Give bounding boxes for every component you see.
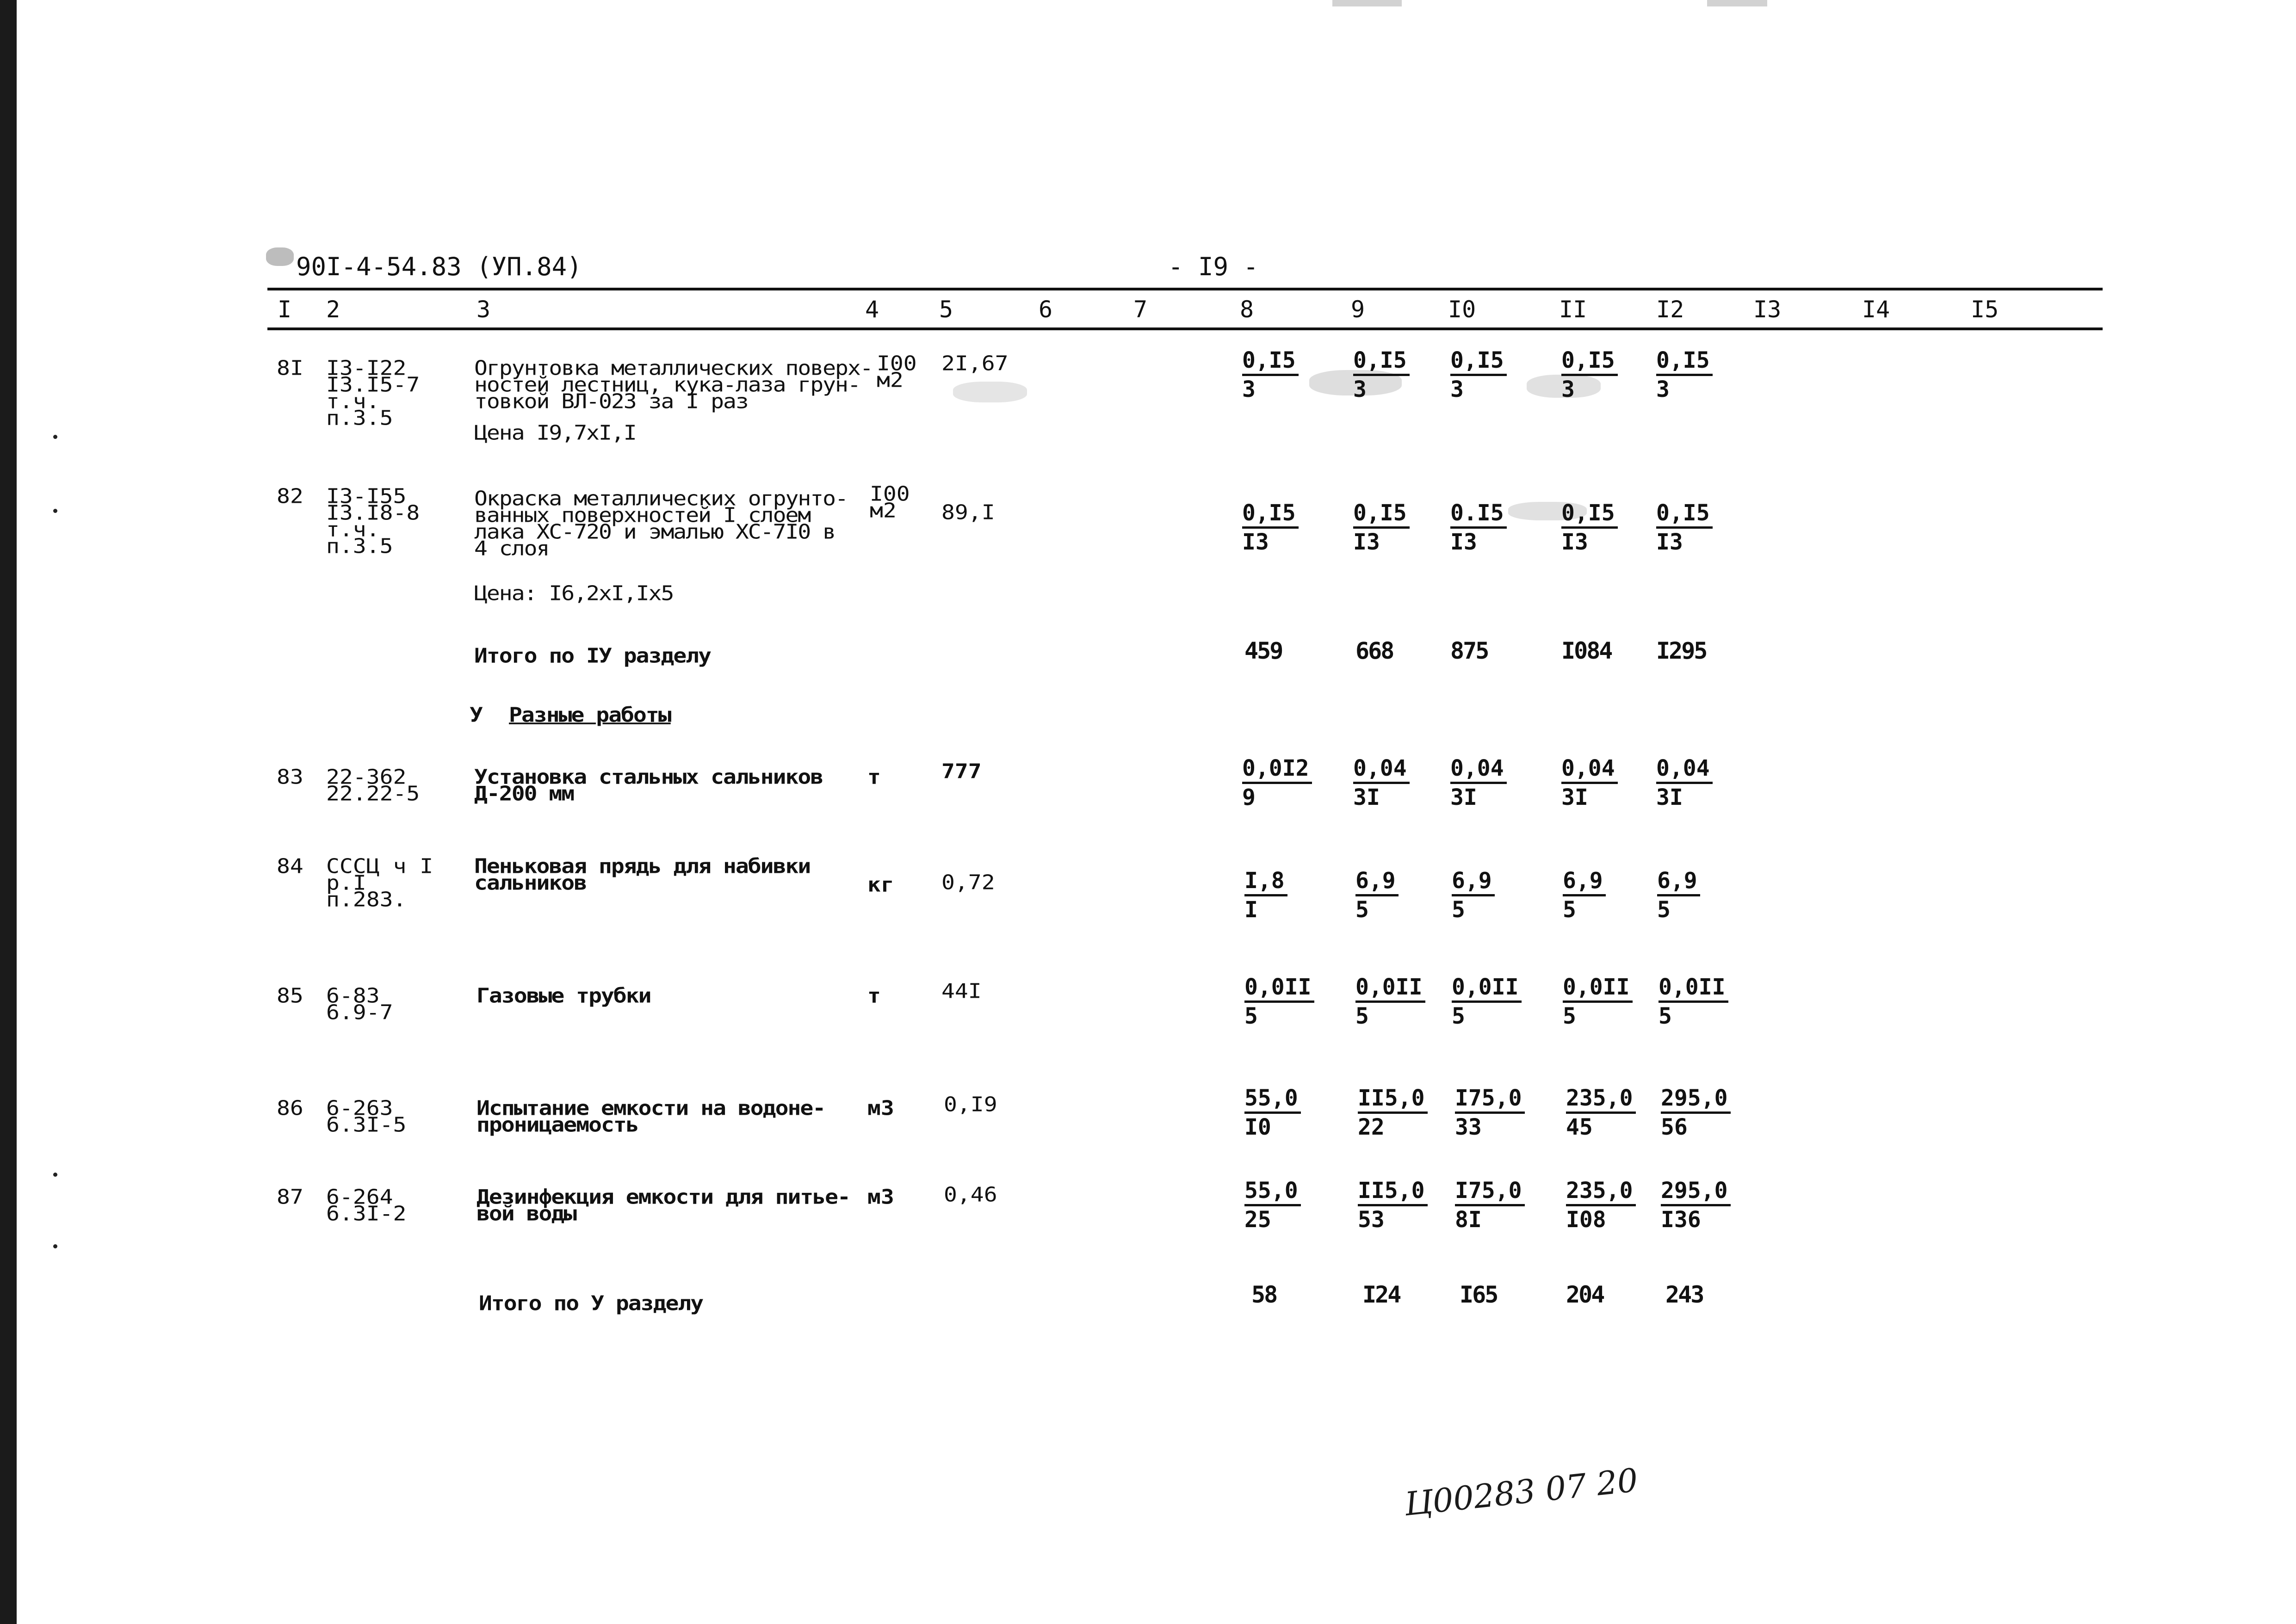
norm-code: СССЦ ч I р.I п.283. — [326, 854, 433, 912]
value-denominator: 3I — [1450, 784, 1477, 810]
value-cell-col8 — [1244, 974, 1314, 1030]
value-cell-col10 — [1450, 500, 1507, 556]
column-number: 8 — [1240, 296, 1254, 323]
quantity: 777 — [941, 760, 982, 784]
value-numerator: 0,I5 — [1656, 347, 1713, 376]
scan-dot — [53, 509, 57, 513]
unit: I00 м2 — [870, 482, 910, 523]
value-numerator: 0,I5 — [1353, 500, 1410, 529]
section-total-value: 204 — [1566, 1281, 1604, 1308]
value-cell-col11 — [1561, 755, 1618, 811]
scan-top-mark — [1332, 0, 1402, 6]
value-denominator: I3 — [1561, 529, 1588, 555]
section-total-value: 243 — [1665, 1281, 1703, 1308]
value-numerator: 0,0II — [1659, 974, 1728, 1003]
value-denominator: I3 — [1450, 529, 1477, 555]
value-denominator: 25 — [1244, 1207, 1271, 1233]
page-number: - I9 - — [1168, 252, 1259, 281]
value-denominator: 3 — [1353, 377, 1367, 402]
value-denominator: 3 — [1450, 377, 1464, 402]
value-denominator: 5 — [1657, 897, 1671, 923]
value-numerator: II5,0 — [1358, 1085, 1428, 1114]
value-cell-col10 — [1452, 867, 1495, 923]
value-numerator: 6,9 — [1657, 867, 1700, 896]
value-denominator: 3 — [1561, 377, 1575, 402]
value-numerator: 55,0 — [1244, 1085, 1301, 1114]
value-cell-col9 — [1353, 347, 1410, 403]
quantity: 44I — [941, 979, 982, 1003]
value-denominator: 8I — [1455, 1207, 1482, 1233]
section-total-label: Итого по IУ разделу — [474, 644, 711, 668]
unit: кг — [867, 873, 894, 897]
section-title: Разные работы — [509, 703, 671, 727]
row-number: 86 — [277, 1096, 303, 1120]
section-total-value: I295 — [1656, 637, 1707, 664]
quantity: 0,I9 — [944, 1093, 997, 1117]
value-cell-col10 — [1455, 1085, 1525, 1141]
value-numerator: 55,0 — [1244, 1177, 1301, 1206]
value-denominator: 3 — [1656, 377, 1670, 402]
column-number: 6 — [1039, 296, 1053, 323]
unit: м3 — [867, 1185, 894, 1209]
value-cell-col9 — [1353, 500, 1410, 556]
value-denominator: 5 — [1244, 1003, 1258, 1029]
section-total-value: I084 — [1561, 637, 1612, 664]
norm-code: I3-I55 I3.I8-8 т.ч. п.3.5 — [326, 484, 420, 558]
value-denominator: I3 — [1242, 529, 1269, 555]
value-numerator: 0,0II — [1355, 974, 1425, 1003]
value-cell-col8 — [1242, 500, 1299, 556]
value-denominator: 3 — [1242, 377, 1256, 402]
value-cell-col12 — [1659, 974, 1728, 1030]
column-number: I5 — [1971, 296, 1999, 323]
value-cell-col11 — [1566, 1085, 1636, 1141]
value-cell-col12 — [1656, 500, 1713, 556]
value-numerator: 0.I5 — [1450, 500, 1507, 529]
value-cell-col12 — [1656, 347, 1713, 403]
column-number: II — [1559, 296, 1587, 323]
value-cell-col8 — [1244, 1085, 1301, 1141]
value-denominator: 5 — [1659, 1003, 1672, 1029]
column-number: 3 — [477, 296, 491, 323]
row-number: 84 — [277, 854, 303, 878]
value-denominator: I36 — [1661, 1207, 1701, 1233]
value-numerator: 0,04 — [1561, 755, 1618, 784]
value-denominator: I08 — [1566, 1207, 1606, 1233]
value-numerator: 0,I5 — [1450, 347, 1507, 376]
unit: I00 м2 — [877, 352, 917, 392]
column-number: 7 — [1133, 296, 1148, 323]
value-denominator: 5 — [1355, 897, 1369, 923]
value-numerator: 6,9 — [1355, 867, 1399, 896]
value-cell-col12 — [1661, 1177, 1731, 1233]
value-cell-col11 — [1561, 500, 1618, 556]
work-description: Испытание емкости на водоне- проницаемость — [477, 1096, 825, 1137]
value-denominator: 5 — [1452, 897, 1465, 923]
value-cell-col12 — [1661, 1085, 1731, 1141]
column-number: I0 — [1448, 296, 1476, 323]
work-description: Установка стальных сальников Д-200 мм — [474, 765, 823, 806]
unit: т — [867, 984, 881, 1008]
work-description: Окраска металлических огрунто- ванных поверхностей I слоем лака ХС-720 и эмалью ХС-7I0 в 4 слоя — [474, 487, 848, 561]
value-denominator: I3 — [1353, 529, 1380, 555]
work-description: Пеньковая прядь для набивки сальников — [474, 854, 811, 895]
value-denominator: 5 — [1563, 1003, 1576, 1029]
scan-top-mark — [1707, 0, 1767, 6]
value-denominator: 53 — [1358, 1207, 1385, 1233]
value-numerator: 0,I5 — [1656, 500, 1713, 529]
section-total-value: 459 — [1244, 637, 1282, 664]
section-total-value: 668 — [1355, 637, 1393, 664]
norm-code: I3-I22 I3.I5-7 т.ч. п.3.5 — [326, 356, 420, 430]
value-cell-col12 — [1657, 867, 1700, 923]
value-denominator: 33 — [1455, 1114, 1482, 1140]
value-numerator: 0,0II — [1452, 974, 1522, 1003]
value-numerator: 235,0 — [1566, 1085, 1636, 1114]
value-cell-col8 — [1244, 1177, 1301, 1233]
column-number: 5 — [939, 296, 953, 323]
work-description: Газовые трубки — [477, 984, 651, 1008]
value-cell-col8 — [1242, 347, 1299, 403]
price-note: Цена I9,7xI,I — [474, 421, 636, 445]
value-numerator: 295,0 — [1661, 1085, 1731, 1114]
column-number: I4 — [1862, 296, 1890, 323]
column-number: 2 — [326, 296, 340, 323]
value-denominator: 22 — [1358, 1114, 1385, 1140]
value-cell-col11 — [1561, 347, 1618, 403]
value-cell-col11 — [1563, 867, 1606, 923]
value-numerator: 0,0II — [1244, 974, 1314, 1003]
scan-dot — [53, 1244, 57, 1248]
value-numerator: 235,0 — [1566, 1177, 1636, 1206]
scan-noise — [266, 247, 294, 266]
value-cell-col8 — [1242, 755, 1312, 811]
value-numerator: 0,04 — [1450, 755, 1507, 784]
document-code: 90I-4-54.83 (УП.84) — [296, 252, 582, 281]
value-denominator: I3 — [1656, 529, 1683, 555]
value-cell-col11 — [1566, 1177, 1636, 1233]
value-denominator: 5 — [1563, 897, 1576, 923]
row-number: 82 — [277, 484, 303, 508]
value-numerator: 0,I5 — [1242, 347, 1299, 376]
section-total-value: 875 — [1450, 637, 1488, 664]
value-denominator: 5 — [1355, 1003, 1369, 1029]
value-cell-col9 — [1355, 974, 1425, 1030]
work-description: Огрунтовка металлических поверх- ностей лестниц, кука-лаза грун- товкой ВЛ-023 за I раз — [474, 356, 873, 414]
value-numerator: 0,04 — [1656, 755, 1713, 784]
header-rule-bottom — [267, 327, 2103, 330]
scan-dot — [53, 1173, 57, 1177]
handwritten-inventory-number: Ц00283 07 20 — [1403, 1461, 1640, 1524]
column-number: I3 — [1753, 296, 1782, 323]
value-numerator: 0,I5 — [1353, 347, 1410, 376]
value-denominator: 3I — [1561, 784, 1588, 810]
row-number: 87 — [277, 1185, 303, 1209]
section-total-value: 58 — [1251, 1281, 1277, 1308]
value-numerator: 0,0I2 — [1242, 755, 1312, 784]
section-total-value: I24 — [1362, 1281, 1400, 1308]
value-cell-col10 — [1455, 1177, 1525, 1233]
quantity: 0,72 — [941, 871, 995, 895]
value-cell-col12 — [1656, 755, 1713, 811]
value-numerator: 295,0 — [1661, 1177, 1731, 1206]
value-cell-col11 — [1563, 974, 1633, 1030]
norm-code: 22-362 22.22-5 — [326, 765, 420, 806]
column-number: 9 — [1351, 296, 1365, 323]
row-number: 8I — [277, 356, 303, 380]
header-rule-top — [267, 288, 2103, 290]
norm-code: 6-264 6.3I-2 — [326, 1185, 407, 1226]
value-numerator: II5,0 — [1358, 1177, 1428, 1206]
value-numerator: I75,0 — [1455, 1177, 1525, 1206]
quantity: 89,I — [941, 500, 995, 525]
value-cell-col9 — [1358, 1177, 1428, 1233]
value-cell-col10 — [1450, 755, 1507, 811]
value-denominator: I0 — [1244, 1114, 1271, 1140]
value-denominator: 3I — [1353, 784, 1380, 810]
value-numerator: 6,9 — [1452, 867, 1495, 896]
scan-dot — [53, 435, 57, 439]
unit: м3 — [867, 1096, 894, 1120]
value-cell-col9 — [1353, 755, 1410, 811]
section-total-label: Итого по У разделу — [479, 1291, 703, 1315]
section-roman: У — [470, 703, 483, 727]
value-numerator: 6,9 — [1563, 867, 1606, 896]
value-numerator: 0,0II — [1563, 974, 1633, 1003]
column-number: 4 — [865, 296, 879, 323]
work-description: Дезинфекция емкости для питье- вой воды — [477, 1185, 850, 1226]
value-numerator: 0,I5 — [1561, 500, 1618, 529]
norm-code: 6-83 6.9-7 — [326, 984, 393, 1025]
scan-left-edge — [0, 0, 17, 1624]
value-cell-col8 — [1244, 867, 1287, 923]
value-denominator: 56 — [1661, 1114, 1688, 1140]
column-number: I2 — [1656, 296, 1684, 323]
column-number: I — [278, 296, 292, 323]
value-numerator: I,8 — [1244, 867, 1287, 896]
row-number: 85 — [277, 984, 303, 1008]
row-number: 83 — [277, 765, 303, 789]
value-cell-col10 — [1450, 347, 1507, 403]
section-total-value: I65 — [1460, 1281, 1498, 1308]
unit: т — [867, 765, 881, 789]
value-denominator: 9 — [1242, 784, 1256, 810]
quantity: 0,46 — [944, 1183, 997, 1207]
value-cell-col9 — [1358, 1085, 1428, 1141]
value-numerator: 0,I5 — [1561, 347, 1618, 376]
norm-code: 6-263 6.3I-5 — [326, 1096, 407, 1137]
value-numerator: I75,0 — [1455, 1085, 1525, 1114]
value-denominator: 5 — [1452, 1003, 1465, 1029]
quantity: 2I,67 — [941, 352, 1009, 376]
value-denominator: 3I — [1656, 784, 1683, 810]
value-denominator: I — [1244, 897, 1258, 923]
value-cell-col9 — [1355, 867, 1399, 923]
value-numerator: 0,I5 — [1242, 500, 1299, 529]
value-denominator: 45 — [1566, 1114, 1593, 1140]
price-note: Цена: I6,2xI,Iх5 — [474, 581, 674, 605]
value-numerator: 0,04 — [1353, 755, 1410, 784]
value-cell-col10 — [1452, 974, 1522, 1030]
scan-noise — [953, 382, 1027, 402]
